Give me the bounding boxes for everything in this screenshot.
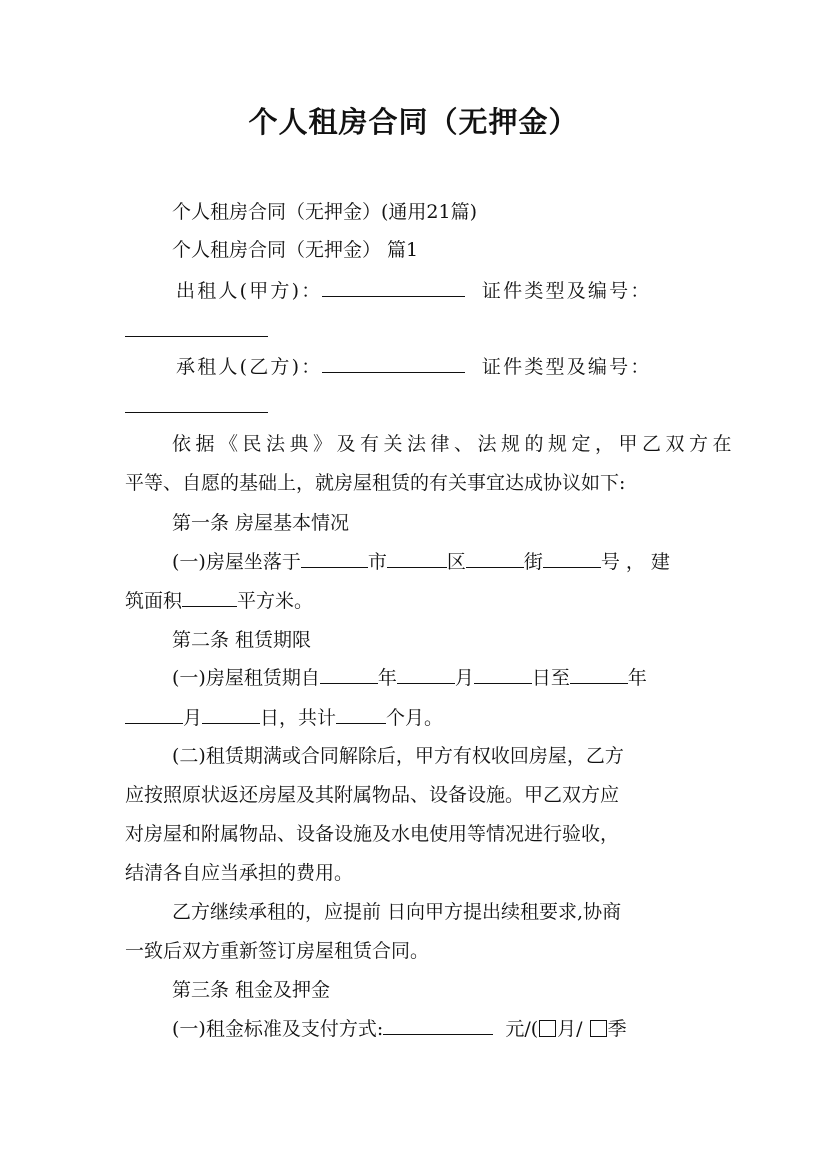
lessee-id-line [125,394,268,420]
rent-amount-blank [383,1018,493,1035]
article-3-title: 第三条 租金及押金 [172,979,331,1001]
district-blank [387,551,447,568]
chapter-heading: 个人租房合同（无押金） 篇1 [172,239,419,261]
start-year-blank [320,667,378,684]
article-2-title: 第二条 租赁期限 [172,629,312,651]
street-blank [466,551,524,568]
text: (一)房屋坐落于 [172,551,301,573]
article-1-line-1 [172,549,676,575]
article-1-title: 第一条 房屋基本情况 [172,512,350,534]
text: 号，建 [600,551,676,573]
lessor-blank [322,280,465,297]
text: 市 [367,551,387,573]
lessee-id-label: 证件类型及编号： [481,356,652,378]
city-blank [301,551,368,568]
text: (一)租金标准及支付方式: [172,1018,384,1040]
lessee-id-blank [125,396,268,413]
article-2-line-6: 结清各自应当承担的费用。 [125,862,354,884]
text: 平方米。 [237,590,314,612]
article-2-line-7: 乙方继续承租的，应提前 日向甲方提出续租要求,协商 [172,901,622,923]
lessor-label: 出租人(甲方)： [176,280,323,302]
checkbox-quarter[interactable] [590,1020,607,1037]
total-months-blank [336,707,386,724]
lessor-id-line [125,318,268,344]
text: 月/ [557,1018,583,1040]
lessor-id-label: 证件类型及编号： [481,280,652,302]
text: 筑面积 [125,590,183,612]
article-2-line-1 [172,665,647,691]
text: 年 [627,667,647,689]
text: 元/( [505,1018,539,1040]
article-1-line-2 [125,588,313,614]
lessee-blank [322,356,465,373]
end-day-blank [202,707,260,724]
end-year-blank [570,667,628,684]
intro-line-1: 依据《民法典》及有关法律、法规的规定，甲乙双方在 [172,433,737,455]
text: 日至 [531,667,570,689]
text: 区 [446,551,466,573]
number-blank [543,551,601,568]
text: 月 [454,667,474,689]
lessor-line [176,278,652,304]
text: 日，共计 [260,707,337,729]
article-3-line-1 [172,1016,627,1042]
text: 月 [183,707,203,729]
end-month-blank [125,707,183,724]
lessee-label: 承租人(乙方)： [176,356,323,378]
document-subtitle: 个人租房合同（无押金）(通用21篇) [172,201,478,223]
article-2-line-3: (二)租赁期满或合同解除后，甲方有权收回房屋，乙方 [172,745,624,767]
article-2-line-2 [125,705,443,731]
text: 街 [523,551,543,573]
area-blank [182,590,237,607]
start-month-blank [397,667,455,684]
text: (一)房屋租赁期自 [172,667,320,689]
lessor-id-blank [125,320,268,337]
text: 年 [377,667,397,689]
article-2-line-5: 对房屋和附属物品、设备设施及水电使用等情况进行验收， [125,823,620,845]
checkbox-month[interactable] [539,1020,556,1037]
intro-line-2: 平等、自愿的基础上，就房屋租赁的有关事宜达成协议如下: [125,472,626,494]
start-day-blank [474,667,532,684]
text: 季 [607,1018,627,1040]
text: 个月。 [386,707,444,729]
article-2-line-8: 一致后双方重新签订房屋租赁合同。 [125,940,430,962]
lessee-line [176,354,652,380]
document-title: 个人租房合同（无押金） [248,105,579,139]
article-2-line-4: 应按照原状返还房屋及其附属物品、设备设施。甲乙双方应 [125,784,620,806]
